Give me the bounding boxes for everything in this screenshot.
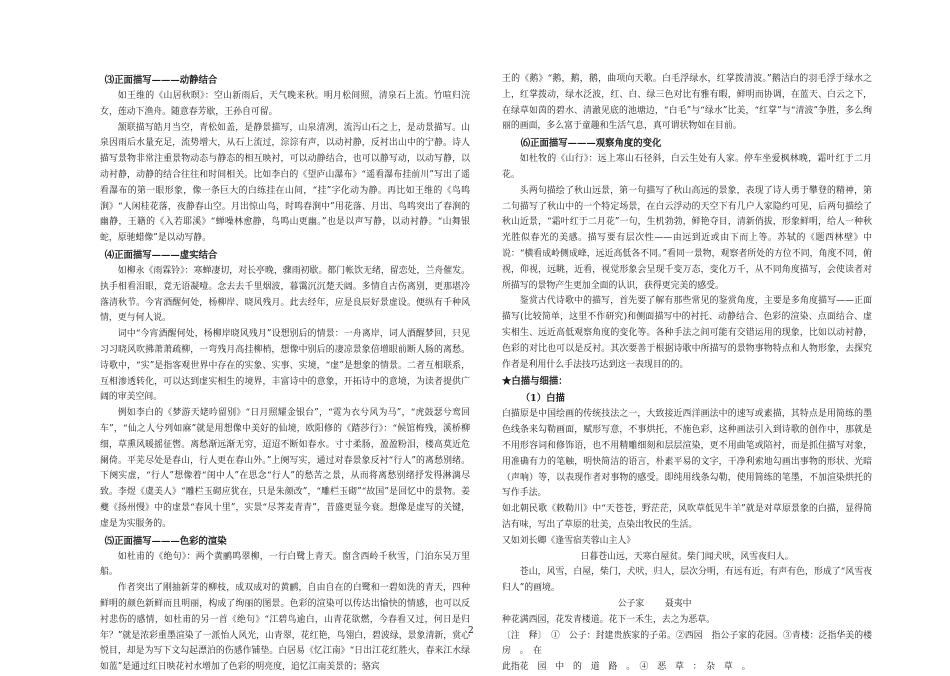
paragraph: 苍山，风雪，白屋，柴门，犬吠，归人，层次分明，有远有近，有声有色，形成了“风雪夜归人”的画境。 — [502, 567, 872, 594]
annotation: 〔注 释〕 ① 公子：封建贵族家的子弟。②西园 指公子家的花园。③青楼：泛指华美的楼房 。 在 — [502, 630, 872, 657]
poem-line: 种花满西园，花发青楼道。花下一禾生，去之为恶草。 — [502, 614, 715, 625]
poem-meta — [502, 597, 872, 613]
poem-title: 公子家 — [617, 598, 645, 609]
page-number: 2 — [468, 626, 474, 636]
paragraph: 如王维的《山居秋暝》：空山新雨后，天气晚来秋。明月松间照，清泉石上流。竹喧归浣女，莲动下渔舟。随意春芳歇，王孙自可留。 — [100, 91, 470, 117]
poem-line: 日暮苍山远，天寒白屋贫。柴门闻犬吠，风雪夜归人。 — [580, 551, 794, 562]
section-heading: ⑸正面描写———色彩的渲染 — [104, 535, 227, 547]
section-heading: ⑷正面描写———虚实结合 — [104, 249, 218, 261]
paragraph: 如北朝民歌《敕勒川》中“天苍苍，野茫茫，风吹草低见牛羊”就是对草原景象的白描，显得简洁有味，写出了草原的壮美，点染出牧民的生活。 — [502, 504, 872, 530]
paragraph: 又如刘长卿《逢雪宿芙蓉山主人》 — [502, 535, 636, 546]
paragraph: 如柳永《雨霖铃》：寒蝉凄切，对长亭晚，骤雨初歇。都门帐饮无绪，留恋处，兰舟催发。执手相看泪眼，竟无语凝噎。念去去千里烟波，暮霭沉沉楚天阔。多情自古伤离别，更那堪冷落清秋节。今宵酒醒何处，杨柳岸、晓风残月。此去经年，应是良辰好景虚设。便纵有千种风情，更与何人说。 — [100, 265, 470, 324]
paragraph: 鉴赏古代诗歌中的描写，首先要了解有那些常见的鉴赏角度，主要是多角度描写——正面描写(比较简单，这里不作研究)和侧面描写中的衬托、动静结合、色彩的渲染、点面结合、虚实相生、远近高低观察角度的变化等。各种手法之间可能有交错运用的现象，比如以动衬静，色彩的对比也可以是反衬。其次要善于根据诗歌中所描写的景物事物特点和人物形象，去探究作者是利用什么手法技巧达到这一表现目的的。 — [502, 296, 872, 370]
paragraph: 作者突出了刚抽新芽的柳枝，成双成对的黄鹂，自由自在的白鹭和一碧如洗的青天，四种鲜明的颜色新鲜而且明丽，构成了绚丽的图景。色彩的渲染可以传达出愉快的情感，也可以反衬悲伤的感情，如杜甫的另一首《绝句》“江碧鸟逾白，山青花欲燃，今春看又过，何日是归年？”就是浓彩重墨渲染了一派怡人风光，山青翠，花红艳，鸟翎白，碧波绿，景象清新，赏心悦目，却是为写下文勾起漂泊的伤感作铺垫。白居易《忆江南》“日出江花红胜火，春来江水绿如蓝”是通过红日映花衬水增加了色彩的明亮度，追忆江南美景的；骆宾 — [100, 583, 470, 673]
section-heading: ⑶正面描写———动静结合 — [104, 75, 218, 86]
left-column — [100, 72, 470, 676]
paragraph: 王的《鹅》“鹅，鹅，鹅，曲项向天歌。白毛浮绿水，红掌拨清波。”鹅洁白的羽毛浮于绿水之上，红掌拨动，绿水泛波，红、白、绿三色对比有雅有暇，鲜明而协调，在蓝天、白云之下，在绿草如茵的碧水、清澈见底的池塘边，“白毛”与“绿水”比美，“红掌”与“清波”争胜，多么绚丽的画面，多么富于童趣和生活气息，真可谓状物如在目前。 — [502, 74, 872, 132]
paragraph: 颔联描写皓月当空，青松如盖，是静景描写，山泉清冽，流泻山石之上，是动景描写。山泉因雨后水量充足，流势增大，从石上流过，淙淙有声，以动衬静，反衬出山中的宁静。诗人描写景物非常注重景物动态与静态的相互映衬，可以动静结合，也可以静写动，以动写静，以动衬静，动静的结合往往和时间相关。比如李白的《望庐山瀑布》“遥看瀑布挂前川”写出了遥看瀑布的第一眼形象，像一条巨大的白练挂在山间，“挂”字化动为静。再比如王维的《鸟鸣涧》“人闲桂花落，夜静春山空。月出惊山鸟，时鸣春涧中”用花落、月出、鸟鸣突出了春涧的幽静，王籍的《入若耶溪》“蝉噪林愈静，鸟鸣山更幽。”也是以声写静，以动衬静。“山舞银蛇，原驰蜡像”是以动写静。 — [100, 122, 470, 244]
section-heading: ⑹正面描写———观察角度的变化 — [520, 138, 662, 150]
paragraph: 如杜甫的《绝句》：两个黄鹂鸣翠柳，一行白鹭上青天。窗含西岭千秋雪，门泊东吴万里船。 — [100, 551, 470, 578]
paragraph: 词中“今宵酒醒何处，杨柳岸晓风残月”设想别后的情景：一舟离岸，词人酒醒梦回，只见习习晓风吹拂萧萧疏柳，一弯残月高挂柳梢，想像中别后的凄凉景象倍增眼前断人肠的离愁。诗歌中，“实”是指客观世界中存在的实象、实事、实境，“虚”是想象的情景。二者互相联系，互相渗透转化，可以达到虚实相生的境界，丰富诗中的意象，开拓诗中的意境，为读者提供广阔的审美空间。 — [100, 329, 470, 403]
paragraph: 如杜牧的《山行》：远上寒山石径斜，白云生处有人家。停车坐爱枫林晚，霜叶红于二月花。 — [502, 154, 872, 180]
annotation: 此指花 园 中 的 道 路 。 ④ 恶 草 ： 杂 草 。 — [502, 662, 751, 673]
right-column — [502, 72, 872, 676]
sub-heading: （1）白描 — [520, 393, 565, 405]
section-heading: ★白描与细描： — [502, 376, 568, 388]
paragraph: 头两句描绘了秋山远景，第一句描写了秋山高远的景象，表现了诗人勇于攀登的精神，第二句描写了秋山中的一个特定场景，在白云浮动的天空下有几户人家隐约可见，后两句描绘了秋山近景，“霜叶红于二月花”一句，生机勃勃，鲜艳夺目，清新俏拔，形象鲜明，给人一种秋光胜似春光的美感。描写要有层次性——由远到近或由下而上等。苏轼的《题西林壁》中说：“横看成岭侧成峰，远近高低各不同。”看同一景物，观察者所处的方位不同，角度不同，俯视，仰视，远眺，近看，视觉形象会呈现千变万态，变化万千，从不同角度描写，会使读者对所描写的景物产生更加全面的认识，获得更完美的感受。 — [502, 185, 872, 291]
paragraph: 白描原是中国绘画的传统技法之一，大致接近西洋画法中的速写或素描，其特点是用简练的墨色线条来勾勒画面，赋形写意，不事烘托，不施色彩，这种画法引入到诗歌的创作中，那就是不用形容词和修饰语，也不用精雕细刻和层层渲染，更不用曲笔或陪衬，而是抓住描写对象，用准确有力的笔触，明快简洁的语言，朴素平易的文字，干净利索地勾画出事物的形状、光暗（声响）等，以表现作者对事物的感受。即纯用线条勾勒，使用简练的笔墨，不加渲染烘托的写作手法。 — [502, 409, 872, 499]
poem-author: 聂夷中 — [664, 598, 692, 609]
paragraph: 例如李白的《梦游天姥吟留别》“日月照耀金银台”，“霓为衣兮风为马”，“虎鼓瑟兮鸾回车”，“仙之人兮列如麻”就是用想像中美好的仙境，欧阳修的《踏莎行》：“候馆梅残，溪桥柳细，草熏风暖摇征辔。离愁渐远渐无穷，迢迢不断如春水。寸寸柔肠，盈盈粉泪，楼高莫近危阑倚。平芜尽处是春山，行人更在春山外。”上阕写实，通过对春景象反衬“行人”的离愁别绪。下阕实虚，“行人”想像着“闺中人”在思念“行人”的愁苦之景，从而将离愁别绪抒发得淋漓尽致。李煜《虞美人》“雕栏玉砌应犹在，只是朱颜改”，“雕栏玉砌”“故国”是回忆中的景物。姜夔《扬州慢》中的虚景“春风十里”，实景“尽荠麦青青”，昔盛更显今衰。想像是虚写的关键，虚是为实服务的。 — [100, 408, 470, 529]
